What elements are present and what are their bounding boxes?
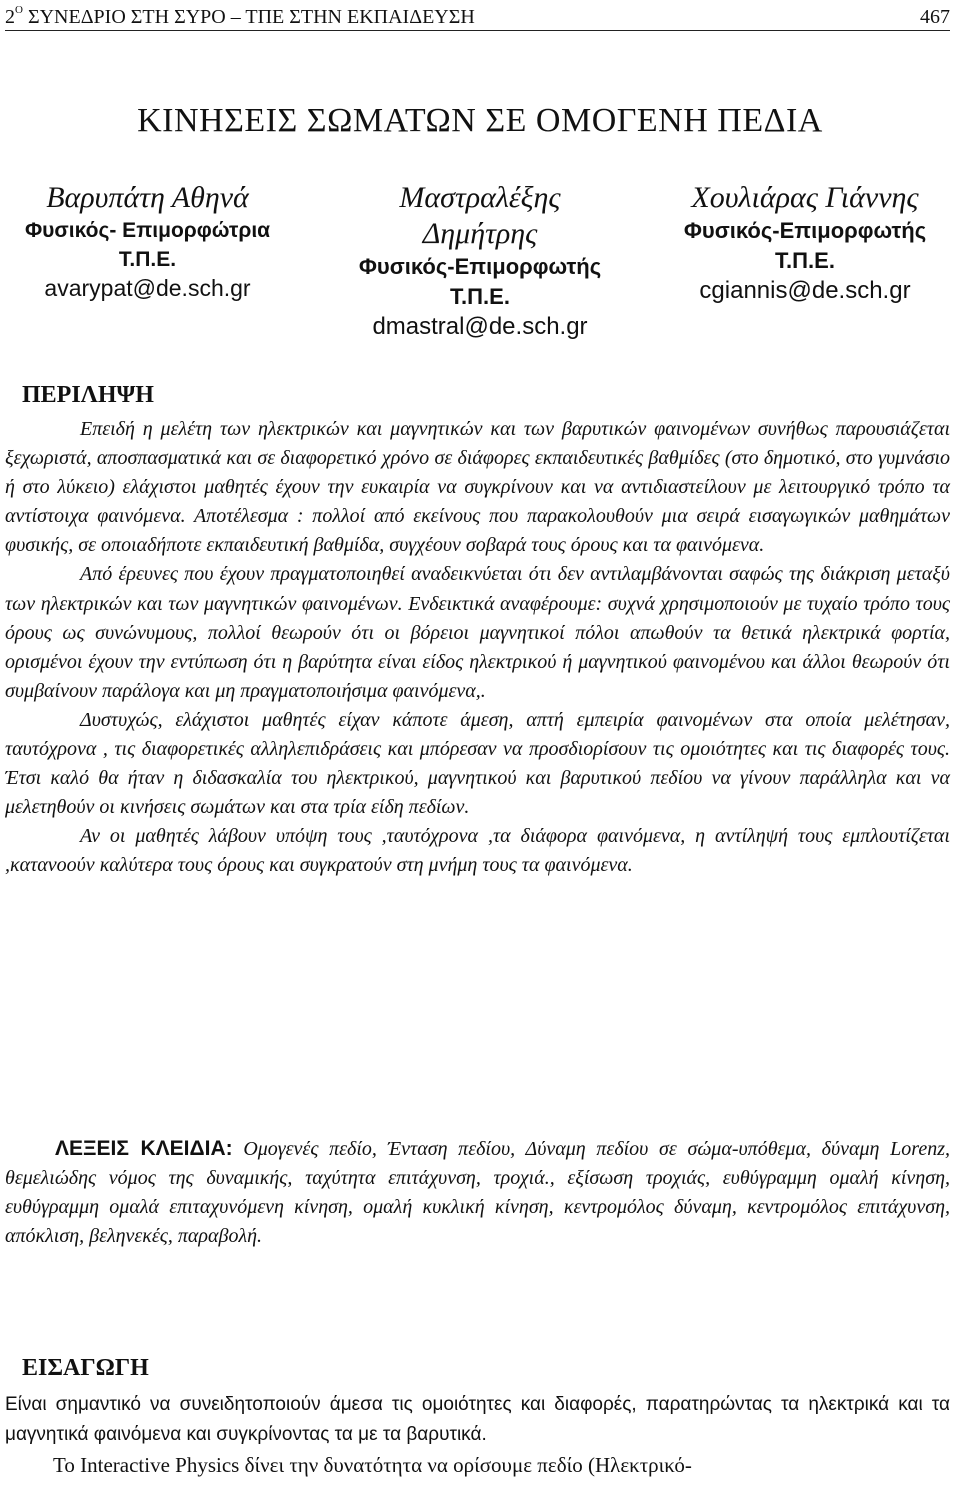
- author-org: Τ.Π.Ε.: [775, 248, 835, 273]
- page-number: 467: [920, 6, 950, 28]
- author-block: [5, 180, 290, 302]
- abstract-paragraph: Δυστυχώς, ελάχιστοι μαθητές είχαν κάποτε άμεση, απτή εμπειρία φαινομένων στα οποία μελέτησαν, ταυτόχρονα , τις διαφορετικές αλληλεπιδράσεις και μπόρεσαν να προσδιορίσουν τις ομοιότητες και τις διαφορές τους. Έτσι καλό θα ήταν η διδασκαλία του ηλεκτρικού, μαγνητικού και βαρυτικού πεδίου να γίνουν παράλληλα και να μελετηθούν οι κινήσεις σωμάτων και στα τρία είδη πεδίων.: [5, 708, 950, 819]
- author-email: avarypat@de.sch.gr: [44, 275, 251, 301]
- paper-title: ΚΙΝΗΣΕΙΣ ΣΩΜΑΤΩΝ ΣΕ ΟΜΟΓΕΝΗ ΠΕΔΙΑ: [137, 102, 823, 139]
- author-org: Τ.Π.Ε.: [118, 248, 177, 271]
- keywords-text: Ομογενές πεδίο, Ένταση πεδίου, Δύναμη πεδίου σε σώμα-υπόθεμα, δύναμη Lorenz, θεμελιώδης νόμος της δυναμικής, ταχύτητα επιτάχυνση, τροχιά., εξίσωση τροχιάς, ευθύγραμμη ομαλή κίνηση, ευθύγραμμη ομαλά επιταχυνόμενη κίνηση, ομαλή κυκλική κίνηση, κεντρομόλος δύναμη, κεντρομόλος επιτάχυνση, απόκλιση, βεληνεκές, παραβολή.: [5, 1138, 950, 1247]
- running-header: [5, 4, 950, 31]
- keywords-block: [5, 1134, 950, 1251]
- introduction-body: [5, 1390, 950, 1480]
- introduction-paragraph: Είναι σημαντικό να συνειδητοποιούν άμεσα τις ομοιότητες και διαφορές, παρατηρώντας τα ηλεκτρικά και τα μαγνητικά φαινόμενα και συγκρίνοντας τα με τα βαρυτικά.: [5, 1394, 950, 1445]
- conference-name: ΣΥΝΕΔΡΙΟ ΣΤΗ ΣΥΡΟ – ΤΠΕ ΣΤΗΝ ΕΚΠΑΙΔΕΥΣΗ: [22, 6, 475, 28]
- introduction-paragraph: Το Interactive Physics δίνει την δυνατότητα να ορίσουμε πεδίο (Ηλεκτρικό-: [53, 1453, 692, 1477]
- author-role: Φυσικός- Επιμορφώτρια: [24, 219, 271, 242]
- conference-number: 2: [5, 6, 15, 28]
- author-name-line2: Δημήτρης: [422, 217, 538, 250]
- author-role: Φυσικός-Επιμορφωτής: [358, 254, 602, 279]
- keywords-label: ΛΕΞΕΙΣ ΚΛΕΙΔΙΑ:: [55, 1137, 233, 1160]
- author-email: dmastral@de.sch.gr: [372, 313, 588, 340]
- author-org: Τ.Π.Ε.: [450, 284, 510, 309]
- abstract-heading: ΠΕΡΙΛΗΨΗ: [22, 382, 154, 408]
- author-email: cgiannis@de.sch.gr: [699, 277, 911, 304]
- abstract-paragraph: Αν οι μαθητές λάβουν υπόψη τους ,ταυτόχρονα ,τα διάφορα φαινόμενα, η αντίληψή τους εμπλουτίζεται ,κατανοούν καλύτερα τους όρους και συγκρατούν στη μνήμη τους τα φαινόμενα.: [5, 825, 950, 877]
- author-role: Φυσικός-Επιμορφωτής: [683, 218, 927, 243]
- author-name: Βαρυπάτη Αθηνά: [46, 181, 249, 214]
- author-block: [655, 180, 955, 306]
- conference-ordinal: O: [15, 4, 23, 16]
- abstract-body: [5, 415, 950, 881]
- abstract-paragraph: Επειδή η μελέτη των ηλεκτρικών και μαγνητικών και των βαρυτικών φαινομένων συνήθως παρουσιάζεται ξεχωριστά, αποσπασματικά και σε διαφορετικό χρόνο σε διάφορες εκπαιδευτικές βαθμίδες (στο δημοτικό, στο γυμνάσιο ή στο λύκειο) ελάχιστοι μαθητές έχουν την ευκαιρία να συγκρίνουν και να αντιδιαστείλουν με λειτουργικό τρόπο τα αντίστοιχα φαινόμενα. Αποτέλεσμα : πολλοί από εκείνους που παρακολουθούν μια σειρά εισαγωγικών μαθημάτων φυσικής, σε οποιαδήποτε εκπαιδευτική βαθμίδα, συγχέουν σοβαρά τους όρους και τα φαινόμενα.: [5, 418, 950, 557]
- abstract-paragraph: Από έρευνες που έχουν πραγματοποιηθεί αναδεικνύεται ότι δεν αντιλαμβάνονται σαφώς της διάκριση μεταξύ των ηλεκτρικών και των μαγνητικών φαινομένων. Ενδεικτικά αναφέρουμε: συχνά χρησιμοποιούν με τυχαίο τρόπο τους όρους ως συνώνυμους, πολλοί θεωρούν ότι οι βόρειοι μαγνητικοί πόλοι απωθούν τα θετικά ηλεκτρικά φορτία, ορισμένοι έχουν την εντύπωση ότι η βαρύτητα είναι είδος ηλεκτρικού ή μαγνητικού φαινομένου και άλλοι θεωρούν ότι συμβαίνουν παράλογα και μη πραγματοποιήσιμα φαινόμενα,.: [5, 563, 950, 702]
- author-block: [330, 180, 630, 342]
- author-name: Χουλιάρας Γιάννης: [691, 181, 919, 214]
- author-name: Μαστραλέξης: [399, 181, 561, 214]
- conference-title: [5, 6, 475, 29]
- introduction-heading: ΕΙΣΑΓΩΓΗ: [22, 1355, 149, 1381]
